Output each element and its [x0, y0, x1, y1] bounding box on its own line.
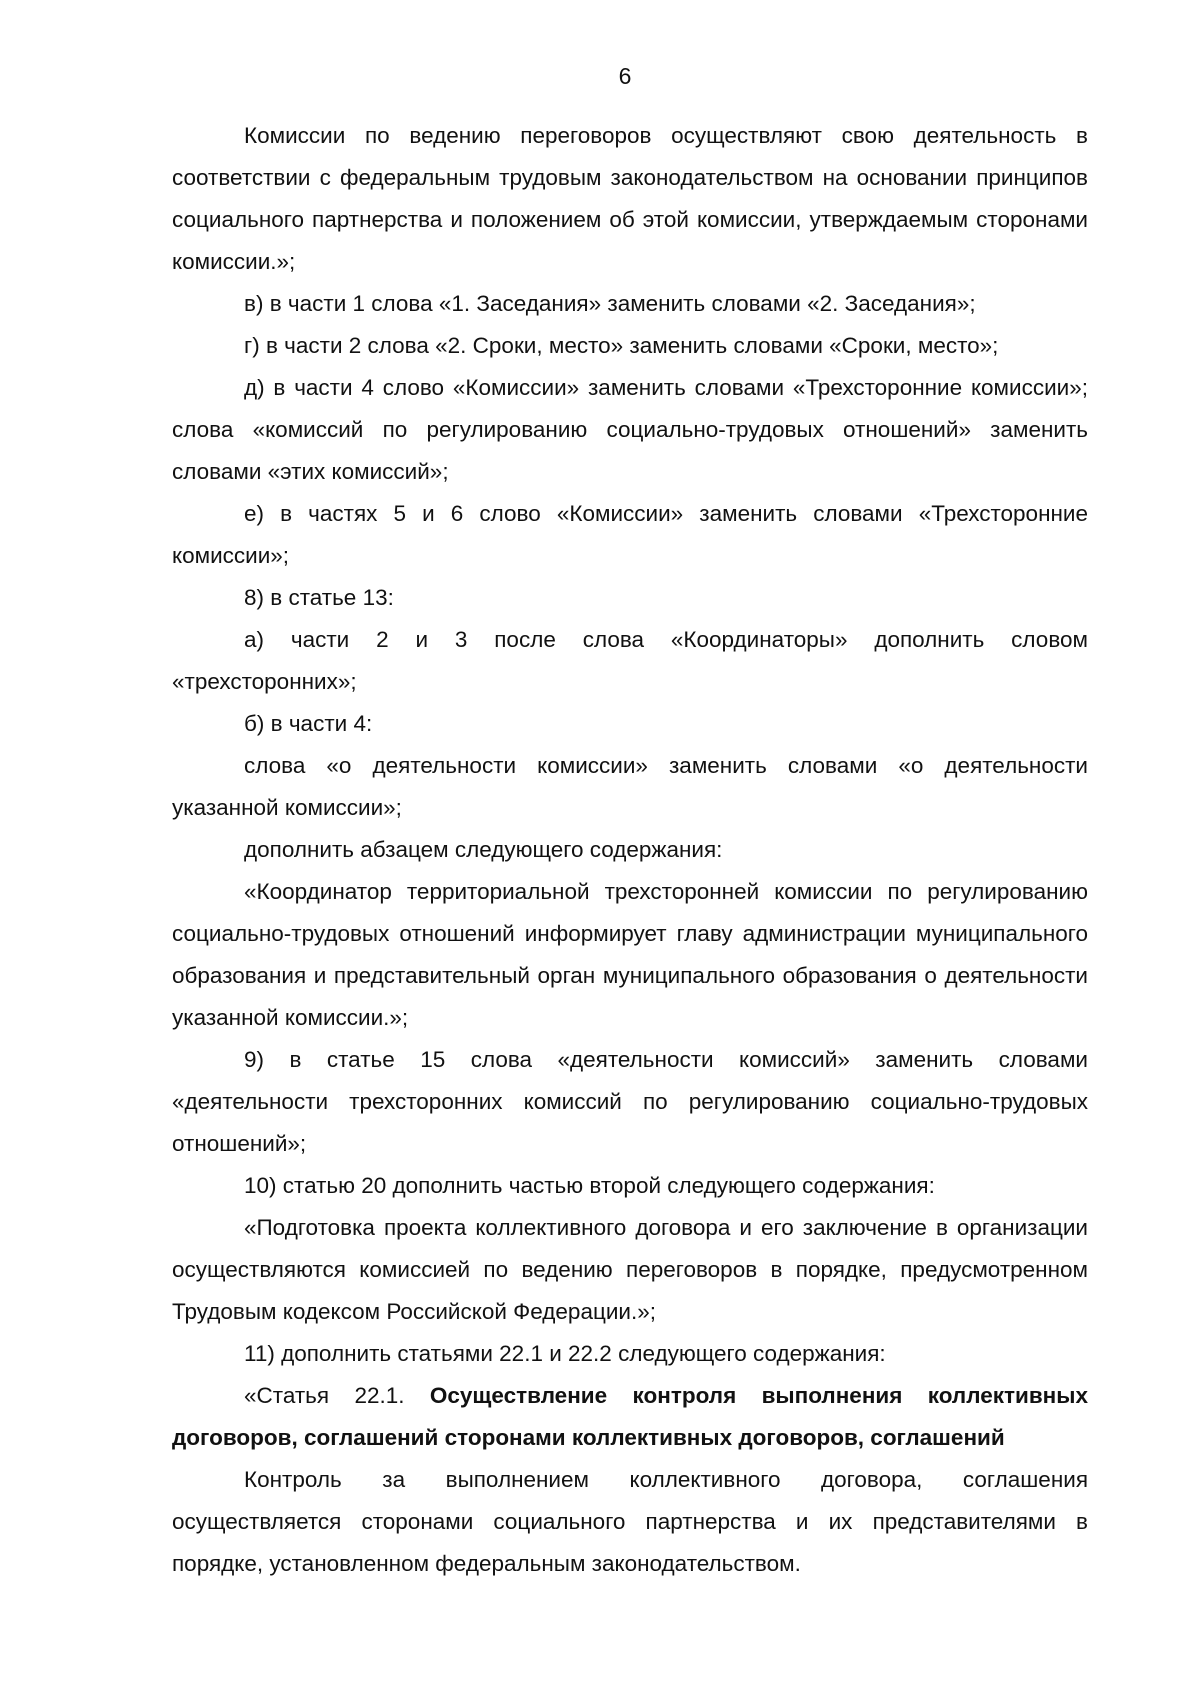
paragraph-item-g: г) в части 2 слова «2. Сроки, место» заменить словами «Сроки, место»;: [244, 333, 999, 358]
paragraph-item-d: д) в части 4 слово «Комиссии» заменить словами «Трехсторонние комиссии»; слова «комиссий по регулированию социально-трудовых отношений» заменить словами «этих комиссий»;: [172, 375, 1088, 484]
paragraph-collective-agreement-quote: «Подготовка проекта коллективного договора и его заключение в организации осуществляются комиссией по ведению переговоров в порядке, предусмотренном Трудовым кодексом Российской Федерации.»;: [172, 1215, 1088, 1324]
document-body: [172, 115, 1088, 1585]
paragraph-item-11: 11) дополнить статьями 22.1 и 22.2 следующего содержания:: [244, 1341, 886, 1366]
paragraph-item-v: в) в части 1 слова «1. Заседания» заменить словами «2. Заседания»;: [244, 291, 976, 316]
paragraph-item-e: е) в частях 5 и 6 слово «Комиссии» заменить словами «Трехсторонние комиссии»;: [172, 501, 1088, 568]
paragraph-coordinator-quote: «Координатор территориальной трехсторонней комиссии по регулированию социально-трудовых отношений информирует главу администрации муниципального образования и представительный орган муниципального образования о деятельности указанной комиссии.»;: [172, 879, 1088, 1030]
paragraph-item-9: 9) в статье 15 слова «деятельности комиссий» заменить словами «деятельности трехсторонних комиссий по регулированию социально-трудовых отношений»;: [172, 1047, 1088, 1156]
article-title: Осуществление контроля выполнения коллективных договоров, соглашений сторонами коллективных договоров, соглашений: [172, 1383, 1088, 1450]
paragraph-item-8b: б) в части 4:: [244, 711, 373, 736]
paragraph-item-8: 8) в статье 13:: [244, 585, 394, 610]
paragraph-item-8a: а) части 2 и 3 после слова «Координаторы» дополнить словом «трехсторонних»;: [172, 627, 1088, 694]
paragraph-add-clause: дополнить абзацем следующего содержания:: [244, 837, 723, 862]
paragraph-replace-words: слова «о деятельности комиссии» заменить словами «о деятельности указанной комиссии»;: [172, 753, 1088, 820]
article-number: «Статья 22.1.: [244, 1383, 430, 1408]
page-number: 6: [618, 63, 632, 89]
paragraph-item-10: 10) статью 20 дополнить частью второй следующего содержания:: [244, 1173, 935, 1198]
paragraph-control: Контроль за выполнением коллективного договора, соглашения осуществляется сторонами социального партнерства и их представителями в порядке, установленном федеральным законодательством.: [172, 1467, 1088, 1576]
paragraph-commission-activity: Комиссии по ведению переговоров осуществляют свою деятельность в соответствии с федеральным трудовым законодательством на основании принципов социального партнерства и положением об этой комиссии, утверждаемым сторонами комиссии.»;: [172, 123, 1088, 274]
article-22-1-heading: [172, 1375, 1088, 1459]
